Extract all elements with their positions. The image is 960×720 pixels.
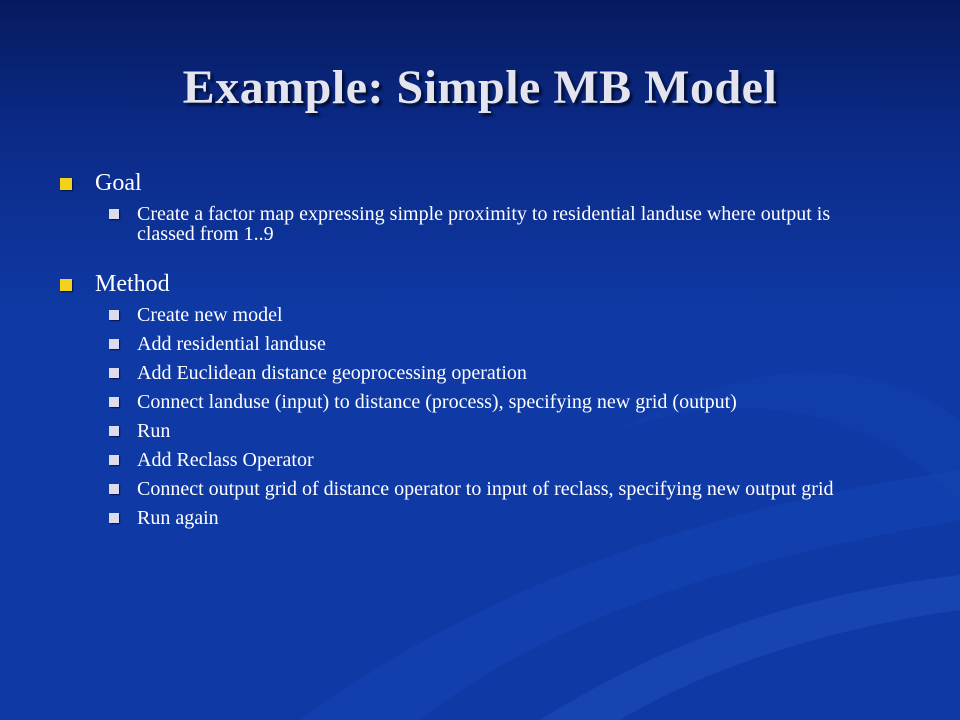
square-bullet-icon <box>109 397 119 407</box>
method-step-text: Run again <box>137 507 219 529</box>
square-bullet-icon <box>109 484 119 494</box>
square-bullet-icon <box>109 513 119 523</box>
bullet-method <box>58 269 918 299</box>
goal-section <box>58 168 918 244</box>
method-section <box>58 269 918 528</box>
bullet-goal <box>58 168 918 198</box>
method-step <box>58 421 918 441</box>
goal-subitem <box>58 204 918 244</box>
method-step <box>58 450 918 470</box>
method-step <box>58 479 918 499</box>
goal-heading: Goal <box>95 170 142 196</box>
method-step-text: Add Reclass Operator <box>137 449 314 471</box>
method-subitems <box>58 305 918 528</box>
method-heading: Method <box>95 271 170 297</box>
method-step-text: Connect output grid of distance operator to input of reclass, specifying new output grid <box>137 478 834 500</box>
method-step <box>58 508 918 528</box>
square-bullet-icon <box>109 368 119 378</box>
method-step-text: Run <box>137 420 171 442</box>
method-step-text: Create new model <box>137 304 283 326</box>
method-step <box>58 363 918 383</box>
method-step <box>58 334 918 354</box>
square-bullet-icon <box>109 339 119 349</box>
method-step-text: Add Euclidean distance geoprocessing operation <box>137 362 527 384</box>
square-bullet-icon <box>109 455 119 465</box>
method-step-text: Add residential landuse <box>137 333 326 355</box>
square-bullet-icon <box>109 426 119 436</box>
method-step-text: Connect landuse (input) to distance (process), specifying new grid (output) <box>137 391 737 413</box>
method-step <box>58 392 918 412</box>
method-step <box>58 305 918 325</box>
slide-title: Example: Simple MB Model <box>182 61 778 114</box>
square-bullet-icon <box>109 310 119 320</box>
goal-subitem-text: Create a factor map expressing simple proximity to residential landuse where output is classed from 1..9 <box>137 203 831 245</box>
slide-content <box>58 168 918 537</box>
square-bullet-icon <box>60 279 72 291</box>
goal-subitems <box>58 204 918 244</box>
square-bullet-icon <box>109 209 119 219</box>
square-bullet-icon <box>60 178 72 190</box>
